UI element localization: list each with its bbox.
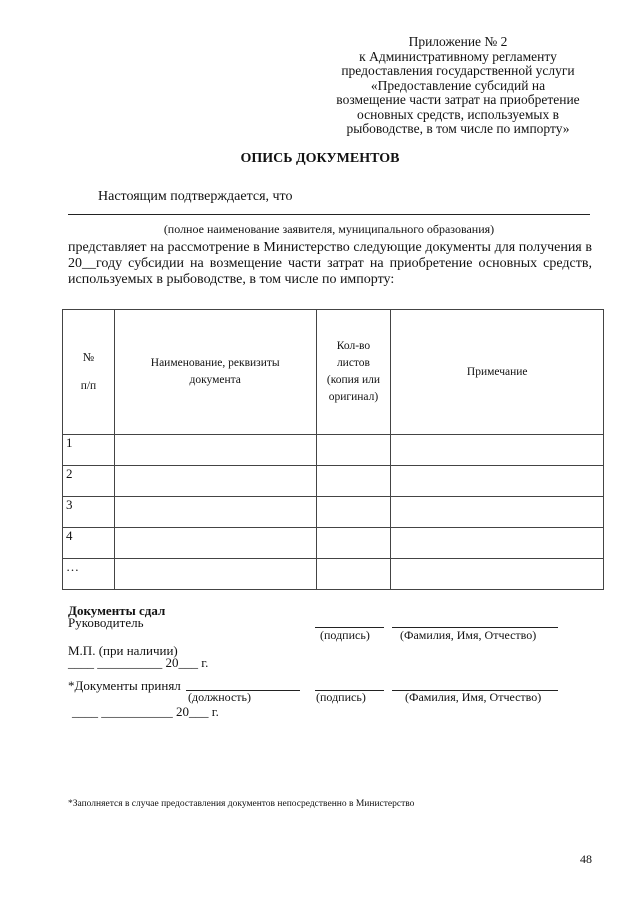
applicant-caption: (полное наименование заявителя, муниципального образования) — [163, 222, 495, 236]
page-title: ОПИСЬ ДОКУМЕНТОВ — [240, 151, 400, 166]
table-header-row — [63, 310, 604, 435]
row-note-cell[interactable] — [391, 466, 604, 497]
row-note-cell[interactable] — [391, 528, 604, 559]
header-line: «Предоставление субсидий на — [370, 77, 546, 93]
accepted-sign-caption: (подпись) — [316, 690, 366, 704]
header-count-line: оригинал) — [328, 391, 379, 403]
submitted-date-line[interactable]: ____ __________ 20___ г. — [68, 655, 209, 670]
header-name-line: документа — [189, 374, 241, 386]
body-paragraph: представляет на рассмотрение в Министерство следующие документы для получения в 20__году субсидии на возмещение части затрат на приобретение основных средств, используемых в рыбоводстве, в том числе по импорту: — [68, 240, 592, 287]
header-line: основных средств, используемых в — [357, 106, 559, 122]
row-count-cell[interactable] — [316, 559, 391, 590]
row-note-cell[interactable] — [391, 559, 604, 590]
row-number: 3 — [63, 497, 115, 528]
header-count — [316, 310, 391, 435]
row-number: … — [63, 559, 115, 590]
accepted-position-caption: (должность) — [188, 690, 251, 704]
header-line: предоставления государственной услуги — [341, 63, 575, 78]
page-number: 48 — [580, 852, 592, 866]
accepted-fio-caption: (Фамилия, Имя, Отчество) — [405, 690, 542, 704]
row-count-cell[interactable] — [316, 497, 391, 528]
header-line: к Административному регламенту — [359, 48, 557, 64]
submitted-role: Руководитель — [68, 615, 144, 630]
row-number: 2 — [63, 466, 115, 497]
table-row — [63, 528, 604, 559]
row-document-cell[interactable] — [114, 497, 316, 528]
row-note-cell[interactable] — [391, 435, 604, 466]
accepted-label: *Документы принял — [68, 678, 181, 693]
header-line: возмещение части затрат на приобретение — [336, 92, 580, 107]
row-count-cell[interactable] — [316, 466, 391, 497]
appendix-header — [300, 35, 616, 137]
header-num-symbol: № — [82, 350, 95, 364]
intro-text: Настоящим подтверждается, что — [98, 189, 293, 204]
header-num-label: п/п — [80, 380, 97, 392]
header-num — [63, 310, 115, 435]
table-row — [63, 466, 604, 497]
header-note: Примечание — [391, 310, 604, 435]
table-row — [63, 435, 604, 466]
accepted-date-line[interactable]: ____ ___________ 20___ г. — [72, 704, 219, 719]
table-row — [63, 559, 604, 590]
header-line: Приложение № 2 — [408, 34, 508, 49]
row-note-cell[interactable] — [391, 497, 604, 528]
documents-table — [62, 309, 604, 590]
submitted-sign-caption: (подпись) — [320, 628, 370, 642]
submitted-heading: Документы сдал — [68, 603, 166, 618]
applicant-line — [68, 214, 590, 215]
row-document-cell[interactable] — [114, 559, 316, 590]
header-line: рыбоводстве, в том числе по импорту» — [346, 121, 570, 136]
footnote: *Заполняется в случае предоставления документов непосредственно в Министерство — [68, 799, 415, 809]
table-row — [63, 497, 604, 528]
header-name-line: Наименование, реквизиты — [150, 357, 280, 369]
row-count-cell[interactable] — [316, 435, 391, 466]
row-document-cell[interactable] — [114, 528, 316, 559]
header-count-line: листов — [336, 357, 370, 369]
row-document-cell[interactable] — [114, 435, 316, 466]
header-count-line: Кол-во — [336, 340, 371, 352]
row-count-cell[interactable] — [316, 528, 391, 559]
seal-label: М.П. (при наличии) — [68, 643, 178, 658]
header-name — [114, 310, 316, 435]
row-document-cell[interactable] — [114, 466, 316, 497]
submitted-fio-caption: (Фамилия, Имя, Отчество) — [400, 628, 537, 642]
row-number: 1 — [63, 435, 115, 466]
row-number: 4 — [63, 528, 115, 559]
header-count-line: (копия или — [326, 374, 381, 386]
